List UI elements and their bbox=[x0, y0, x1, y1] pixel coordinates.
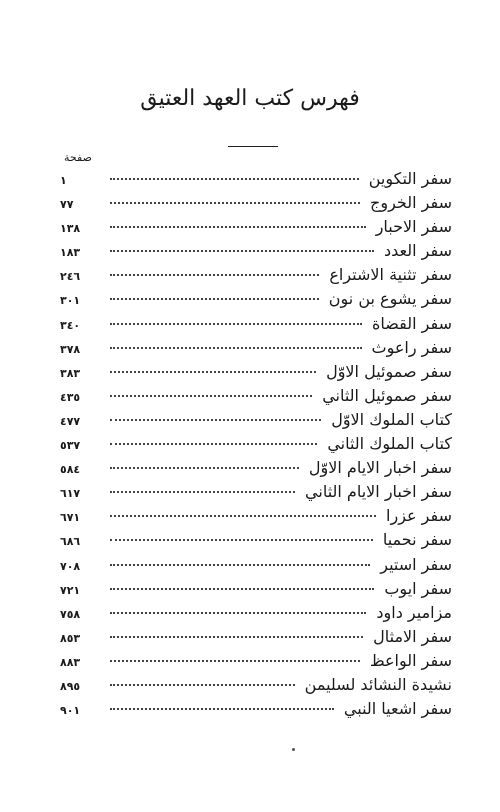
toc-entry bbox=[60, 434, 452, 458]
toc-entry bbox=[60, 506, 452, 530]
page-number: ٥٨٤ bbox=[60, 463, 81, 477]
book-title: كتاب الملوك الاوّل bbox=[331, 409, 452, 429]
page-number: ٧٢١ bbox=[60, 583, 81, 597]
dot-leader bbox=[110, 515, 376, 517]
book-title: نشيدة النشائد لسليمن bbox=[304, 674, 452, 694]
book-title: سفر ايوب bbox=[384, 578, 452, 598]
page-column-header: صفحة bbox=[64, 151, 92, 164]
footer-dot bbox=[292, 748, 295, 751]
toc-entry bbox=[60, 338, 452, 362]
page-number: ٧٠٨ bbox=[60, 559, 81, 573]
dot-leader bbox=[110, 226, 366, 228]
dot-leader bbox=[110, 395, 312, 397]
toc-entry bbox=[60, 217, 452, 241]
page-number: ٤٣٥ bbox=[60, 390, 81, 404]
dot-leader bbox=[110, 323, 362, 325]
book-title: سفر العدد bbox=[384, 241, 452, 261]
page-number: ٦٨٦ bbox=[60, 535, 81, 549]
dot-leader bbox=[110, 274, 319, 276]
dot-leader bbox=[110, 419, 321, 421]
dot-leader bbox=[110, 708, 334, 710]
dot-leader bbox=[110, 298, 319, 300]
toc-entry bbox=[60, 482, 452, 506]
page-number: ٣٤٠ bbox=[60, 318, 81, 332]
dot-leader bbox=[110, 564, 370, 566]
dot-leader bbox=[110, 202, 360, 204]
book-title: سفر يشوع بن نون bbox=[328, 289, 452, 309]
toc-entry bbox=[60, 651, 452, 675]
page-number: ٥٣٧ bbox=[60, 439, 81, 453]
toc-entry bbox=[60, 458, 452, 482]
toc-entry bbox=[60, 169, 452, 193]
page-number: ٣٨٣ bbox=[60, 366, 81, 380]
book-title: كتاب الملوك الثاني bbox=[327, 434, 452, 454]
title-divider bbox=[228, 146, 278, 147]
book-title: سفر اخبار الايام الثاني bbox=[305, 482, 452, 502]
book-title: سفر القضاة bbox=[372, 313, 452, 333]
dot-leader bbox=[110, 684, 295, 686]
dot-leader bbox=[110, 636, 363, 638]
book-title: سفر الاحبار bbox=[375, 217, 452, 237]
toc-entry bbox=[60, 555, 452, 579]
page-number: ١٣٨ bbox=[60, 222, 81, 236]
toc-entry bbox=[60, 530, 452, 554]
book-title: سفر التكوين bbox=[368, 169, 452, 188]
book-title: سفر راعوث bbox=[371, 337, 452, 357]
toc-entry bbox=[60, 265, 452, 289]
page-number: ٦٧١ bbox=[60, 511, 81, 525]
toc-entry bbox=[60, 675, 452, 699]
page-number: ٢٤٦ bbox=[60, 270, 81, 284]
dot-leader bbox=[110, 491, 295, 493]
toc-entry bbox=[60, 386, 452, 410]
book-title: سفر عزرا bbox=[386, 506, 452, 526]
page-number: ٧٧ bbox=[60, 198, 74, 212]
book-title: سفر استير bbox=[380, 554, 452, 574]
toc-entry bbox=[60, 241, 452, 265]
dot-leader bbox=[110, 612, 366, 614]
toc-entry bbox=[60, 193, 452, 217]
page-title: فهرس كتب العهد العتيق bbox=[140, 86, 360, 111]
page-number: ٨٨٣ bbox=[60, 655, 81, 669]
toc-entry bbox=[60, 362, 452, 386]
page-number: ٨٩٥ bbox=[60, 679, 81, 693]
dot-leader bbox=[110, 347, 362, 349]
page-number: ٩٠١ bbox=[60, 704, 81, 718]
book-title: سفر تثنية الاشتراع bbox=[329, 265, 452, 285]
toc-entry bbox=[60, 699, 452, 723]
book-title: سفر الواعظ bbox=[369, 650, 452, 670]
toc-entry bbox=[60, 314, 452, 338]
dot-leader bbox=[110, 371, 316, 373]
book-title: سفر صموئيل الثاني bbox=[322, 385, 452, 405]
toc-entry bbox=[60, 289, 452, 313]
page-number: ٣٠١ bbox=[60, 294, 81, 308]
dot-leader bbox=[110, 178, 359, 180]
page-number: ٦١٧ bbox=[60, 487, 81, 501]
dot-leader bbox=[110, 588, 374, 590]
book-title: مزامير داود bbox=[376, 602, 452, 622]
table-of-contents bbox=[60, 169, 452, 723]
page-number: ١٨٣ bbox=[60, 246, 81, 260]
dot-leader bbox=[110, 660, 360, 662]
toc-entry bbox=[60, 579, 452, 603]
dot-leader bbox=[110, 443, 317, 445]
book-title: سفر صموئيل الاوّل bbox=[326, 361, 452, 381]
book-title: سفر اشعيا النبي bbox=[343, 699, 452, 719]
toc-entry bbox=[60, 603, 452, 627]
dot-leader bbox=[110, 467, 299, 469]
toc-entry bbox=[60, 410, 452, 434]
dot-leader bbox=[110, 539, 373, 541]
book-title: سفر الامثال bbox=[373, 626, 452, 646]
dot-leader bbox=[110, 250, 374, 252]
page-number: ٤٧٧ bbox=[60, 414, 81, 428]
page-number: ٣٧٨ bbox=[60, 342, 81, 356]
page-number: ٨٥٣ bbox=[60, 631, 81, 645]
book-title: سفر نحميا bbox=[382, 530, 452, 550]
toc-entry bbox=[60, 627, 452, 651]
book-title: سفر الخروج bbox=[370, 193, 452, 213]
page-number: ١ bbox=[60, 174, 67, 187]
book-title: سفر اخبار الايام الاوّل bbox=[308, 458, 452, 478]
page-number: ٧٥٨ bbox=[60, 607, 81, 621]
